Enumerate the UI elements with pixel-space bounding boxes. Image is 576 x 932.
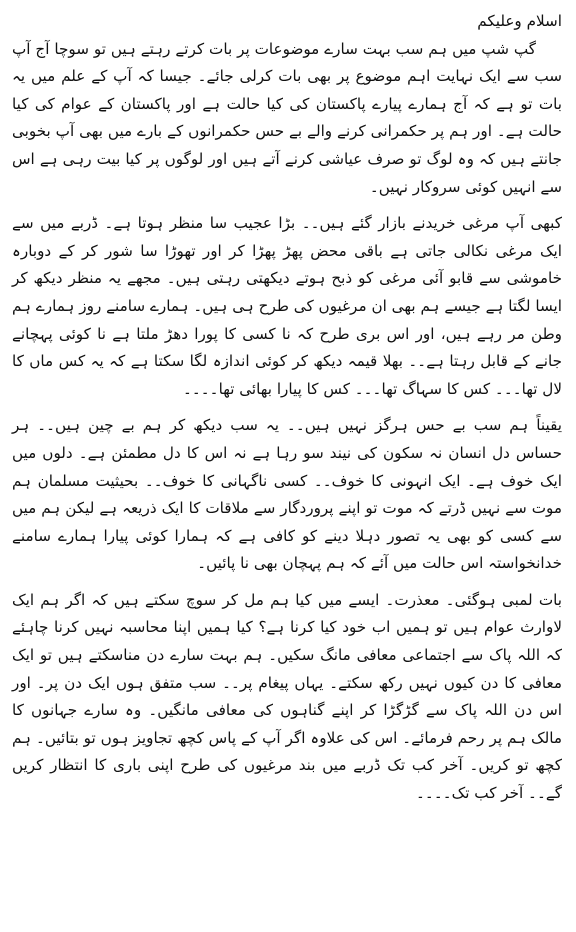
paragraph-intro: گپ شپ میں ہم سب بہت سارے موضوعات پر بات کرتے رہتے ہیں تو سوچا آج آپ سب سے ایک نہایت اہم موضوع پر بھی بات کرلی جائے۔ جیسا کہ آپ کے علم میں یہ بات تو ہے کہ آج ہمارے پیارے پاکستان کی کیا حالت ہے اور پاکستان کے عوام کی کیا حالت ہے۔ اور ہم پر حکمرانی کرنے والے بے حس حکمرانوں کے بارے میں بھی آپ بخوبی جانتے ہیں کہ وہ لوگ تو صرف عیاشی کرنے آتے ہیں اور لوگوں پر کیا بیت رہی ہے اس سے انہیں کوئی سروکار نہیں۔	[12, 39, 562, 196]
greeting: اسلام وعلیکم	[477, 12, 562, 30]
paragraph-chicken-market: کبھی آپ مرغی خریدنے بازار گئے ہیں۔۔ بڑا عجیب سا منظر ہوتا ہے۔ ڈربے میں سے ایک مرغی نکالی جاتی ہے باقی محض پھڑ پھڑا کر اور تھوڑا سا شور کر کے دوبارہ خاموشی سے قابو آئی مرغی کو ذبح ہوتے دیکھتی رہتی ہیں۔ مجھے یہ منظر دیکھ کر ایسا لگتا ہے جیسے ہم بھی ان مرغیوں کی طرح ہی ہیں۔ ہمارے سامنے روز ہمارے ہم وطن مر رہے ہیں، اور اس بری طرح کہ نا کسی کا پورا دھڑ ملتا ہے نا کوئی پہچانے جانے کے قابل رہتا ہے۔۔ بھلا قیمہ دیکھ کر کوئی اندازہ لگا سکتا ہے کہ یہ کس ماں کا لال تھا۔۔۔ کس کا سہاگ تھا۔۔۔ کس کا پیارا بھائی تھا۔۔۔۔	[12, 214, 562, 398]
paragraph-fear: یقیناً ہم سب بے حس ہرگز نہیں ہیں۔۔ یہ سب دیکھ کر ہم بے چین ہیں۔۔ ہر حساس دل انسان نہ سکون کی نیند سو رہا ہے نہ اس کا دل مطمئن ہے۔ دلوں میں ایک خوف ہے۔ ایک انہونی کا خوف۔۔ کسی ناگہانی کا خوف۔۔ بحیثیت مسلمان ہم موت سے نہیں ڈرتے کہ موت تو اپنے پروردگار سے ملاقات کا ایک ذریعہ ہے لیکن ہم میں سے کسی کو بھی یہ تصور دہلا دینے کو کافی ہے کہ ہمارا کوئی پیارا ہمارے سامنے خدانخواستہ اس حالت میں آئے کہ ہم پہچان بھی نا پائیں۔	[12, 416, 562, 573]
paragraph-appeal: بات لمبی ہوگئی۔ معذرت۔ ایسے میں کیا ہم مل کر سوچ سکتے ہیں کہ اگر ہم ایک لاوارث عوام ہیں تو ہمیں اب خود کیا کرنا ہے؟ کیا ہمیں اپنا محاسبہ نہیں کرنا چاہئے کہ اللہ پاک سے اجتماعی معافی مانگ سکیں۔ ہم بہت سارے دن مناسکتے ہیں تو ایک معافی کا دن کیوں نہیں رکھ سکتے۔ یہاں پیغام پر۔۔ سب متفق ہوں ایک دن پر۔ اور اس دن اللہ پاک سے گڑگڑا کر اپنے گناہوں کی معافی مانگیں۔ وہ سارے جہانوں کا مالک ہم پر رحم فرمائے۔ اس کی علاوہ اگر آپ کے پاس کچھ تجاویز ہوں تو بتائیں۔ ہم کچھ تو کریں۔ آخر کب تک ڈربے میں بند مرغیوں کی طرح اپنی باری کا انتظار کریں گے۔۔ آخر کب تک۔۔۔۔	[12, 590, 562, 803]
